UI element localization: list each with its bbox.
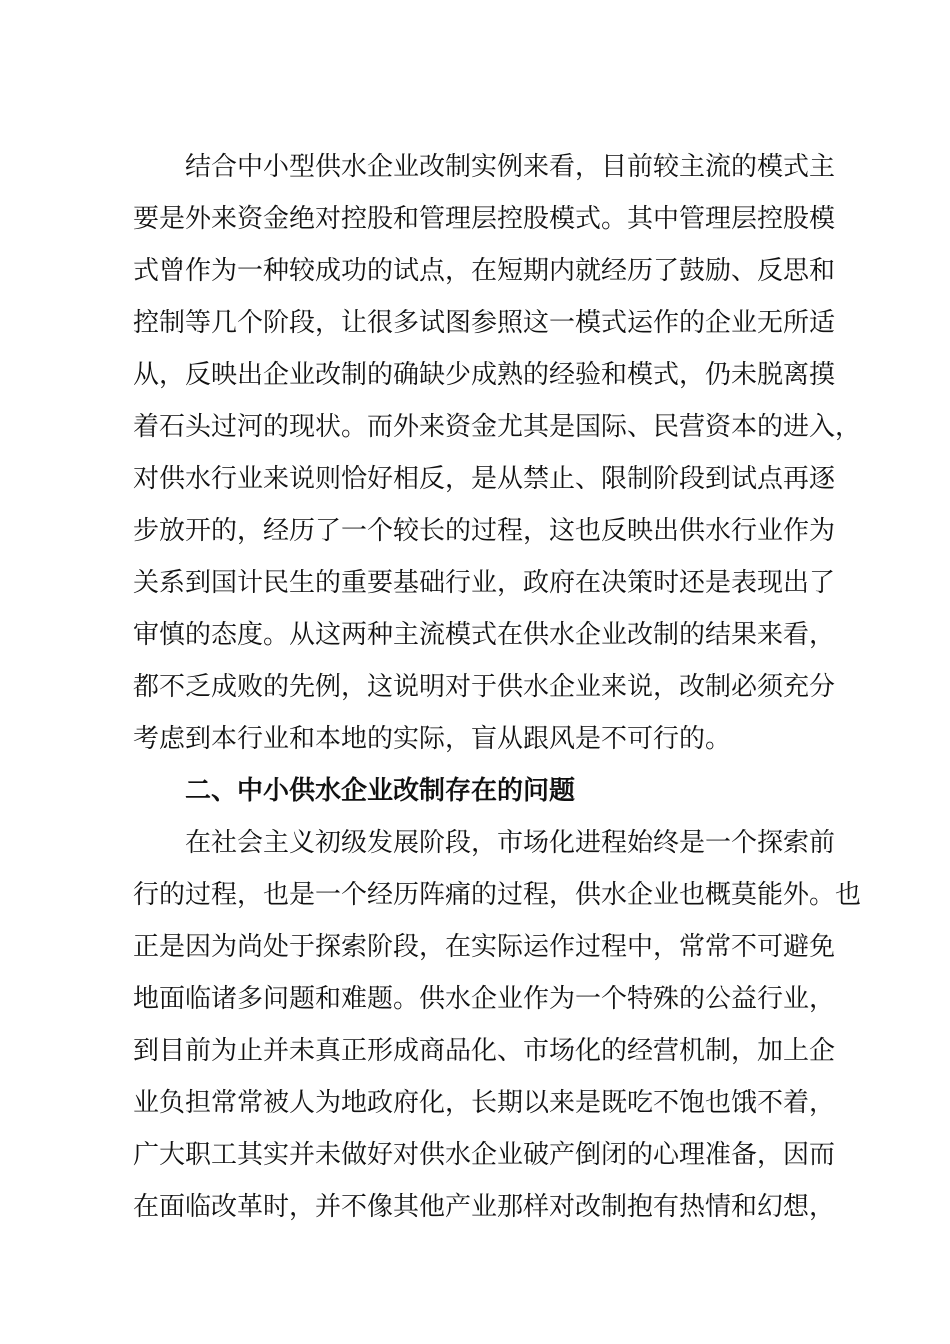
- paragraph-1-line: 对供水行业来说则恰好相反，是从禁止、限制阶段到试点再逐: [133, 464, 836, 494]
- paragraph-1-line: 考虑到本行业和本地的实际，盲从跟风是不可行的。: [133, 724, 732, 754]
- paragraph-1-line: 结合中小型供水企业改制实例来看，目前较主流的模式主: [185, 152, 836, 182]
- paragraph-1-line: 式曾作为一种较成功的试点，在短期内就经历了鼓励、反思和: [133, 256, 836, 286]
- section-heading: 二、中小供水企业改制存在的问题: [185, 776, 576, 806]
- paragraph-2-line: 到目前为止并未真正形成商品化、市场化的经营机制，加上企: [133, 1036, 836, 1066]
- paragraph-2-line: 正是因为尚处于探索阶段，在实际运作过程中，常常不可避免: [133, 932, 836, 962]
- paragraph-2-line: 广大职工其实并未做好对供水企业破产倒闭的心理准备，因而: [133, 1140, 836, 1170]
- paragraph-1-line: 步放开的，经历了一个较长的过程，这也反映出供水行业作为: [133, 516, 836, 546]
- paragraph-2-line: 在社会主义初级发展阶段，市场化进程始终是一个探索前: [185, 828, 836, 858]
- paragraph-1-line: 审慎的态度。从这两种主流模式在供水企业改制的结果来看，: [133, 620, 836, 650]
- paragraph-1-line: 控制等几个阶段，让很多试图参照这一模式运作的企业无所适: [133, 308, 836, 338]
- paragraph-1-line: 要是外来资金绝对控股和管理层控股模式。其中管理层控股模: [133, 204, 836, 234]
- paragraph-1-line: 从，反映出企业改制的确缺少成熟的经验和模式，仍未脱离摸: [133, 360, 836, 390]
- paragraph-1-line: 都不乏成败的先例，这说明对于供水企业来说，改制必须充分: [133, 672, 836, 702]
- paragraph-1-line: 着石头过河的现状。而外来资金尤其是国际、民营资本的进入，: [133, 412, 862, 442]
- paragraph-2-line: 业负担常常被人为地政府化，长期以来是既吃不饱也饿不着，: [133, 1088, 836, 1118]
- paragraph-2-line: 在面临改革时，并不像其他产业那样对改制抱有热情和幻想，: [133, 1192, 836, 1222]
- paragraph-2-line: 行的过程，也是一个经历阵痛的过程，供水企业也概莫能外。也: [133, 880, 862, 910]
- paragraph-2-line: 地面临诸多问题和难题。供水企业作为一个特殊的公益行业，: [133, 984, 836, 1014]
- paragraph-1-line: 关系到国计民生的重要基础行业，政府在决策时还是表现出了: [133, 568, 836, 598]
